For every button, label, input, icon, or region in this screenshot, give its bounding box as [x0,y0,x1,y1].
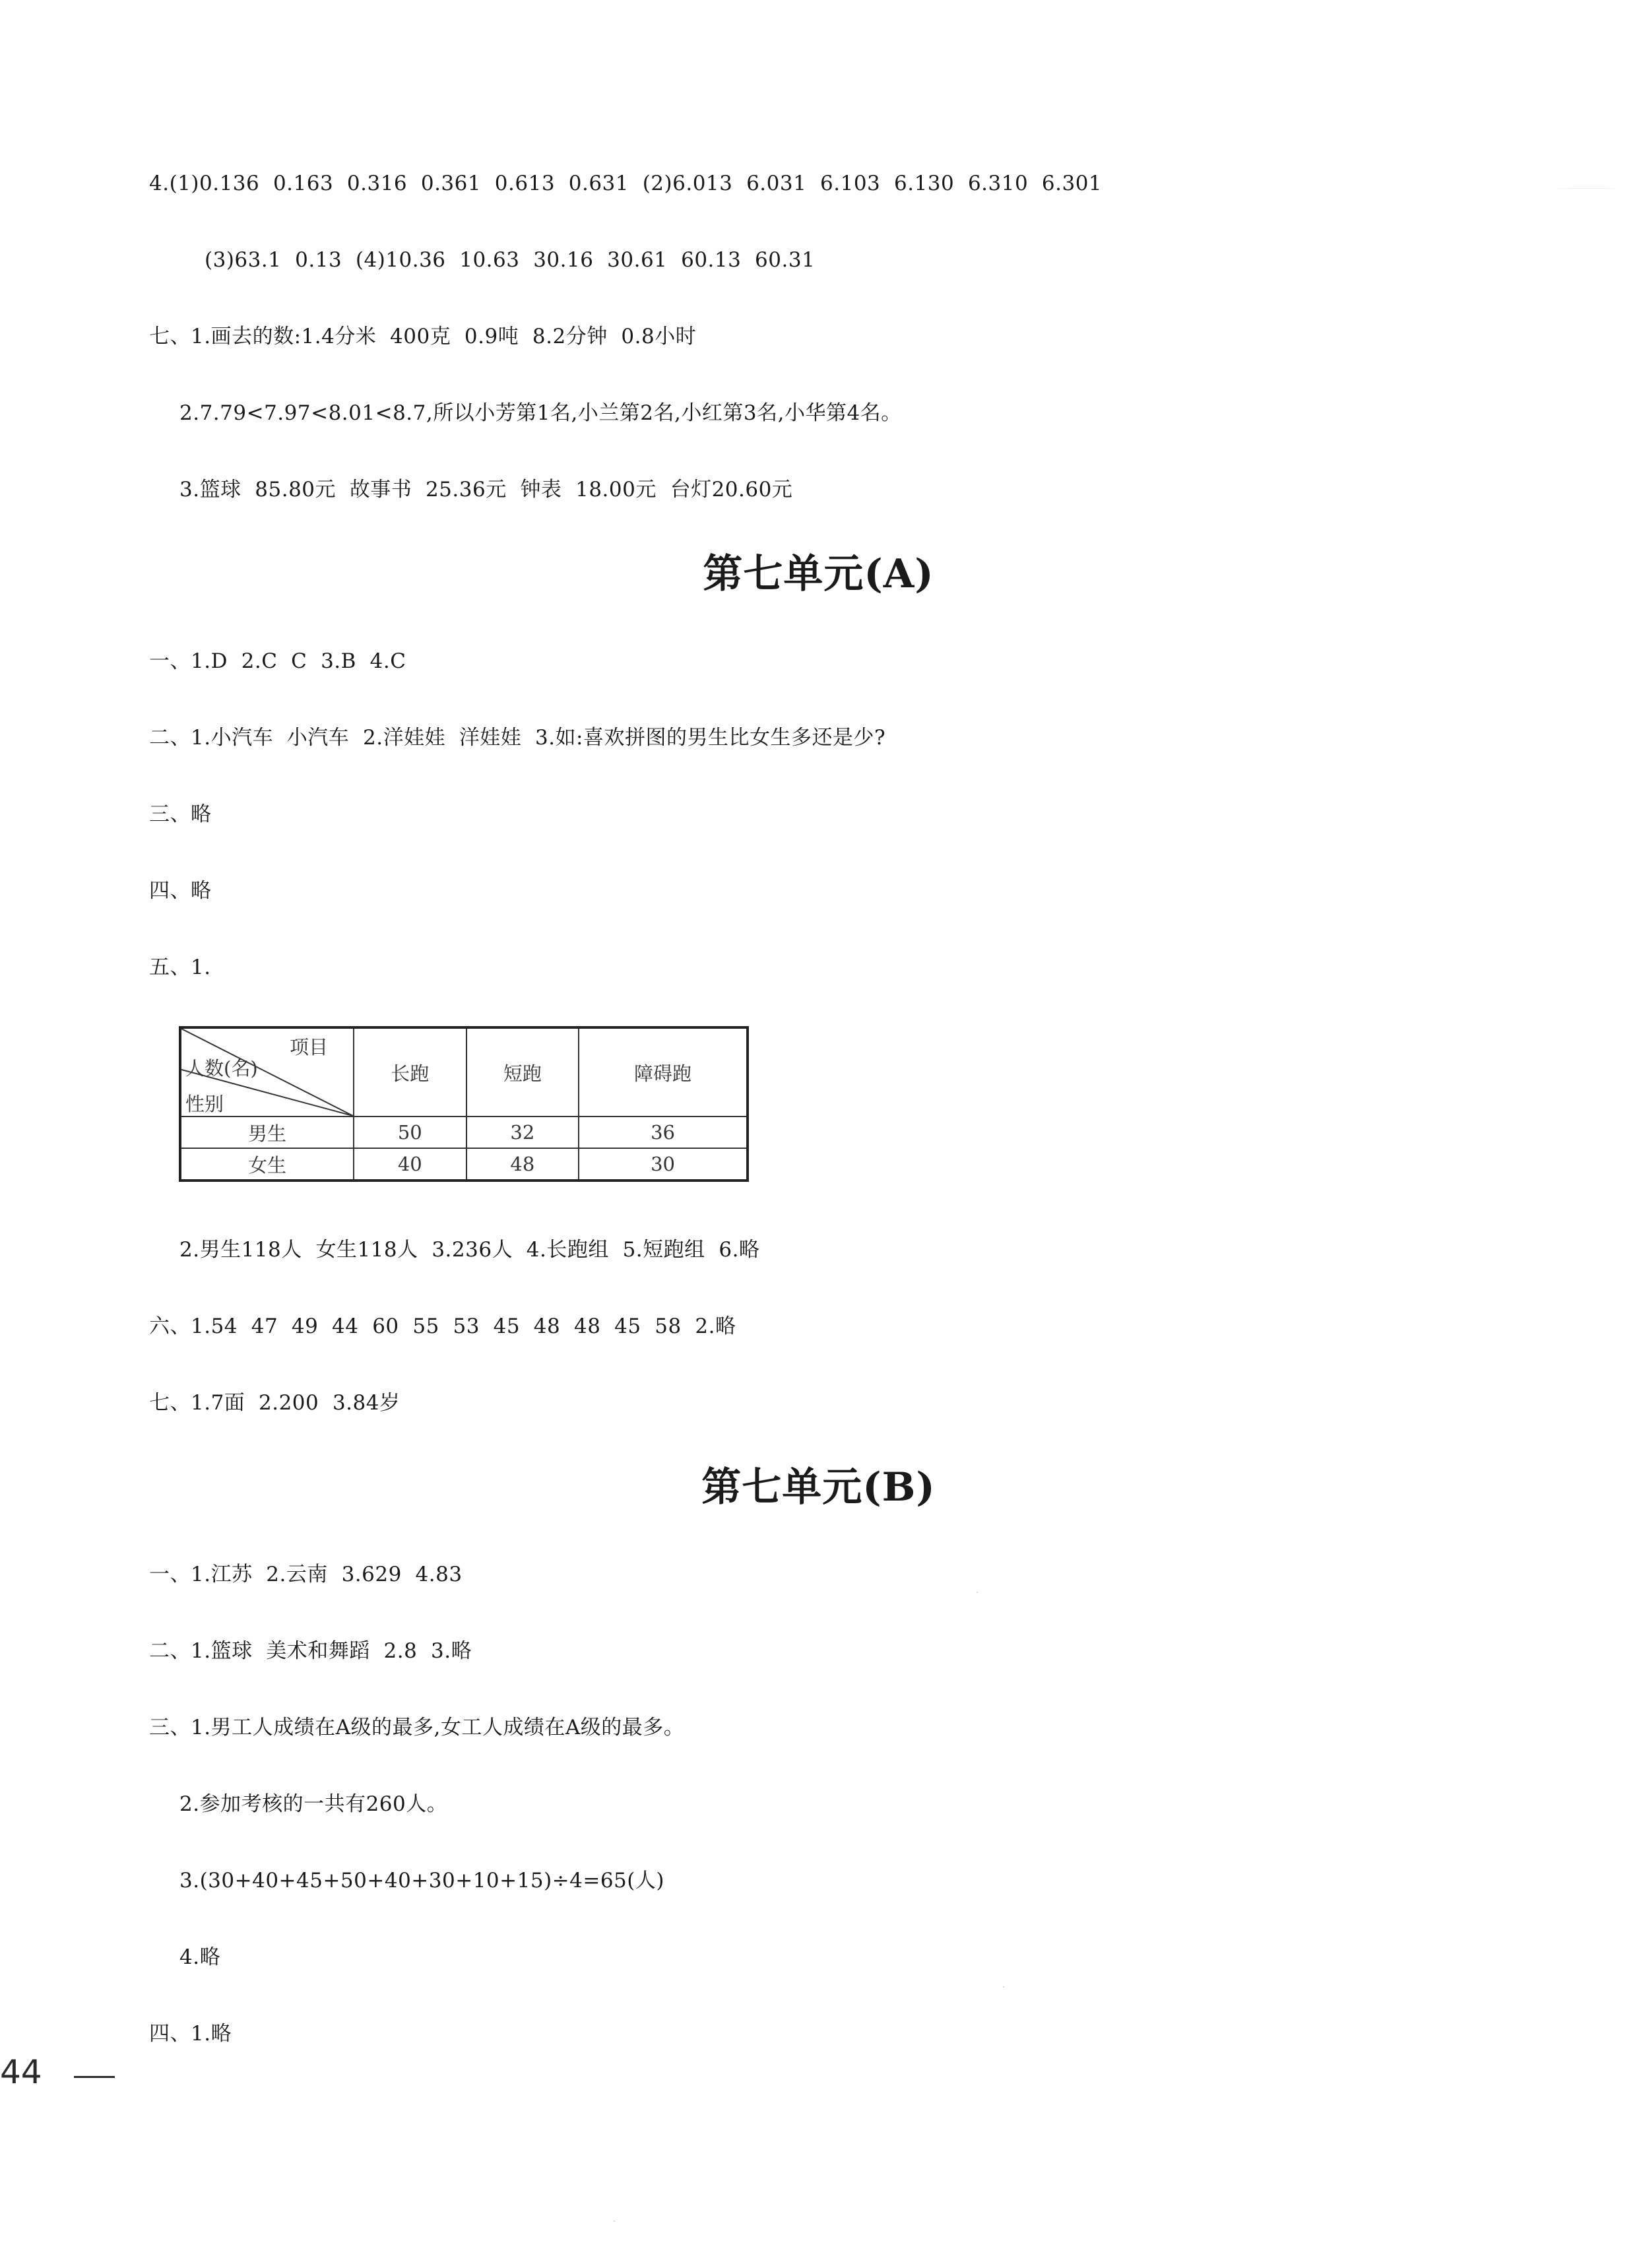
page-number-dash [74,2076,115,2078]
corner-label-count: 人数(名) [185,1057,258,1080]
section-b-line-6: 4.略 [179,1945,221,1969]
section-a-line-8: 七、1.7面 2.200 3.84岁 [149,1391,401,1415]
scan-mark [1557,188,1617,189]
table-row-label: 男生 [180,1117,354,1148]
section-b-line-3: 三、1.男工人成绩在A级的最多,女工人成绩在A级的最多。 [149,1716,685,1739]
corner-label-gender: 性别 [185,1093,224,1115]
section-a-line-5: 五、1. [149,956,211,979]
section-b-line-2: 二、1.篮球 美术和舞蹈 2.8 3.略 [149,1639,472,1663]
answer-line-7-2: 2.7.79<7.97<8.01<8.7,所以小芳第1名,小兰第2名,小红第3名,小华第4名。 [179,401,902,425]
answer-line-7-3: 3.篮球 85.80元 故事书 25.36元 钟表 18.00元 台灯20.60元 [179,478,793,502]
table-corner-cell [180,1027,354,1117]
table-cell: 32 [466,1117,579,1148]
scan-speck [614,2220,615,2222]
table-cell: 30 [579,1148,748,1181]
page-number: 44 [0,2053,42,2091]
table-header-row [180,1027,748,1117]
section-a-line-6: 2.男生118人 女生118人 3.236人 4.长跑组 5.短跑组 6.略 [179,1238,760,1262]
table-cell: 50 [354,1117,466,1148]
section-b-line-5: 3.(30+40+45+50+40+30+10+15)÷4=65(人) [179,1869,664,1893]
corner-label-item: 项目 [289,1036,328,1058]
table-row [180,1148,748,1181]
table-cell: 40 [354,1148,466,1181]
section-a-line-4: 四、略 [149,879,212,903]
sports-table [179,1026,749,1182]
section-a-line-1: 一、1.D 2.C C 3.B 4.C [149,649,406,673]
table-row-label: 女生 [180,1148,354,1181]
section-b-title: 第七单元(B) [701,1464,936,1510]
section-b-line-7: 四、1.略 [149,2022,232,2046]
section-b-line-4: 2.参加考核的一共有260人。 [179,1792,448,1816]
section-a-line-7: 六、1.54 47 49 44 60 55 53 45 48 48 45 58 2.略 [149,1314,736,1338]
answer-line-4: 4.(1)0.136 0.163 0.316 0.361 0.613 0.631 (2)6.013 6.031 6.103 6.130 6.310 6.301 [149,172,1103,195]
section-a-line-3: 三、略 [149,802,212,826]
table-row [180,1117,748,1148]
scan-speck [977,1592,978,1593]
answer-line-4-cont: (3)63.1 0.13 (4)10.36 10.63 30.16 30.61 60.13 60.31 [205,248,816,272]
table-col-header: 障碍跑 [579,1027,748,1117]
table-col-header: 长跑 [354,1027,466,1117]
scan-speck [1003,1986,1004,1988]
table-col-header: 短跑 [466,1027,579,1117]
answer-line-7-1: 七、1.画去的数:1.4分米 400克 0.9吨 8.2分钟 0.8小时 [149,325,697,348]
section-b-line-1: 一、1.江苏 2.云南 3.629 4.83 [149,1563,463,1586]
table-cell: 36 [579,1117,748,1148]
section-a-line-2: 二、1.小汽车 小汽车 2.洋娃娃 洋娃娃 3.如:喜欢拼图的男生比女生多还是少? [149,726,886,750]
section-a-title: 第七单元(A) [703,551,934,597]
table-cell: 48 [466,1148,579,1181]
